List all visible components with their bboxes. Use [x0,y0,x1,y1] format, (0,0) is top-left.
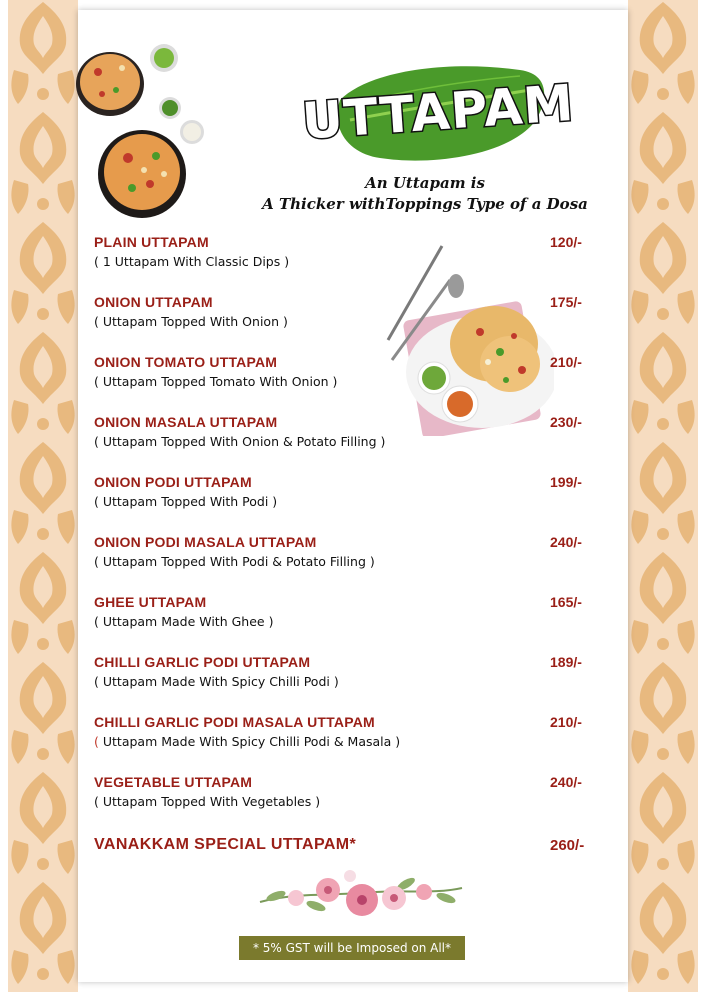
menu-item-price: 240/- [550,534,582,550]
right-decorative-border [628,0,698,992]
special-item-name: VANAKKAM SPECIAL UTTAPAM* [94,836,357,853]
menu-item-price: 199/- [550,474,582,490]
menu-item [94,654,594,689]
menu-item-price: 230/- [550,414,582,430]
menu-item [94,354,594,389]
menu-item [94,594,594,629]
title-block [300,60,576,170]
menu-item-description: ( Uttapam Topped Tomato With Onion ) [94,374,338,389]
description-text: Uttapam Made With Spicy Chilli Podi & Masala ) [98,734,401,749]
menu-item-name: GHEE UTTAPAM [94,594,207,610]
menu-item-price: 120/- [550,234,582,250]
paisley-motif-pattern [628,0,698,992]
menu-item [94,294,594,329]
menu-item [94,534,594,569]
menu-item [94,474,594,509]
menu-item-description: ( Uttapam Topped With Onion & Potato Filling ) [94,434,386,449]
menu-item [94,234,594,269]
menu-item-name: VEGETABLE UTTAPAM [94,774,253,790]
menu-item-name: ONION UTTAPAM [94,294,213,310]
menu-item-description: ( 1 Uttapam With Classic Dips ) [94,254,290,269]
menu-item-price: 165/- [550,594,582,610]
menu-item-name: ONION PODI MASALA UTTAPAM [94,534,317,550]
menu-item-description: ( Uttapam Topped With Podi & Potato Filling ) [94,554,375,569]
special-menu-item [94,836,594,854]
menu-item-price: 240/- [550,774,582,790]
subtitle-line-1: An Uttapam is [365,174,485,192]
floral-decoration [256,862,466,924]
menu-item-name: ONION TOMATO UTTAPAM [94,354,278,370]
paisley-motif-pattern [8,0,78,992]
menu-item-name: PLAIN UTTAPAM [94,234,209,250]
uttapam-platter-image [382,240,554,436]
menu-item-description: ( Uttapam Topped With Podi ) [94,494,278,509]
subtitle-line-2: A Thicker withToppings Type of a Dosa [262,195,588,213]
menu-item-price: 189/- [550,654,582,670]
menu-item-description: ( Uttapam Topped With Onion ) [94,314,288,329]
menu-item-price: 210/- [550,714,582,730]
page-title: UTTAPAM [300,73,576,151]
special-item-price: 260/- [550,837,585,854]
menu-item-name: CHILLI GARLIC PODI UTTAPAM [94,654,311,670]
uttapam-plates-image [76,38,216,220]
gst-note: * 5% GST will be Imposed on All* [239,936,465,960]
menu-item-name: CHILLI GARLIC PODI MASALA UTTAPAM [94,714,375,730]
menu-item-description: ( Uttapam Made With Ghee ) [94,614,274,629]
menu-item-name: ONION MASALA UTTAPAM [94,414,278,430]
description-open-paren: ( [94,734,99,749]
menu-item-price: 175/- [550,294,582,310]
menu-item [94,774,594,809]
menu-item [94,714,594,749]
menu-item-description: ( Uttapam Made With Spicy Chilli Podi ) [94,674,339,689]
menu-item-description [94,734,594,749]
menu-item-description: ( Uttapam Topped With Vegetables ) [94,794,321,809]
menu-item [94,414,594,449]
menu-item-name: ONION PODI UTTAPAM [94,474,252,490]
menu-item-price: 210/- [550,354,582,370]
left-decorative-border [8,0,78,992]
